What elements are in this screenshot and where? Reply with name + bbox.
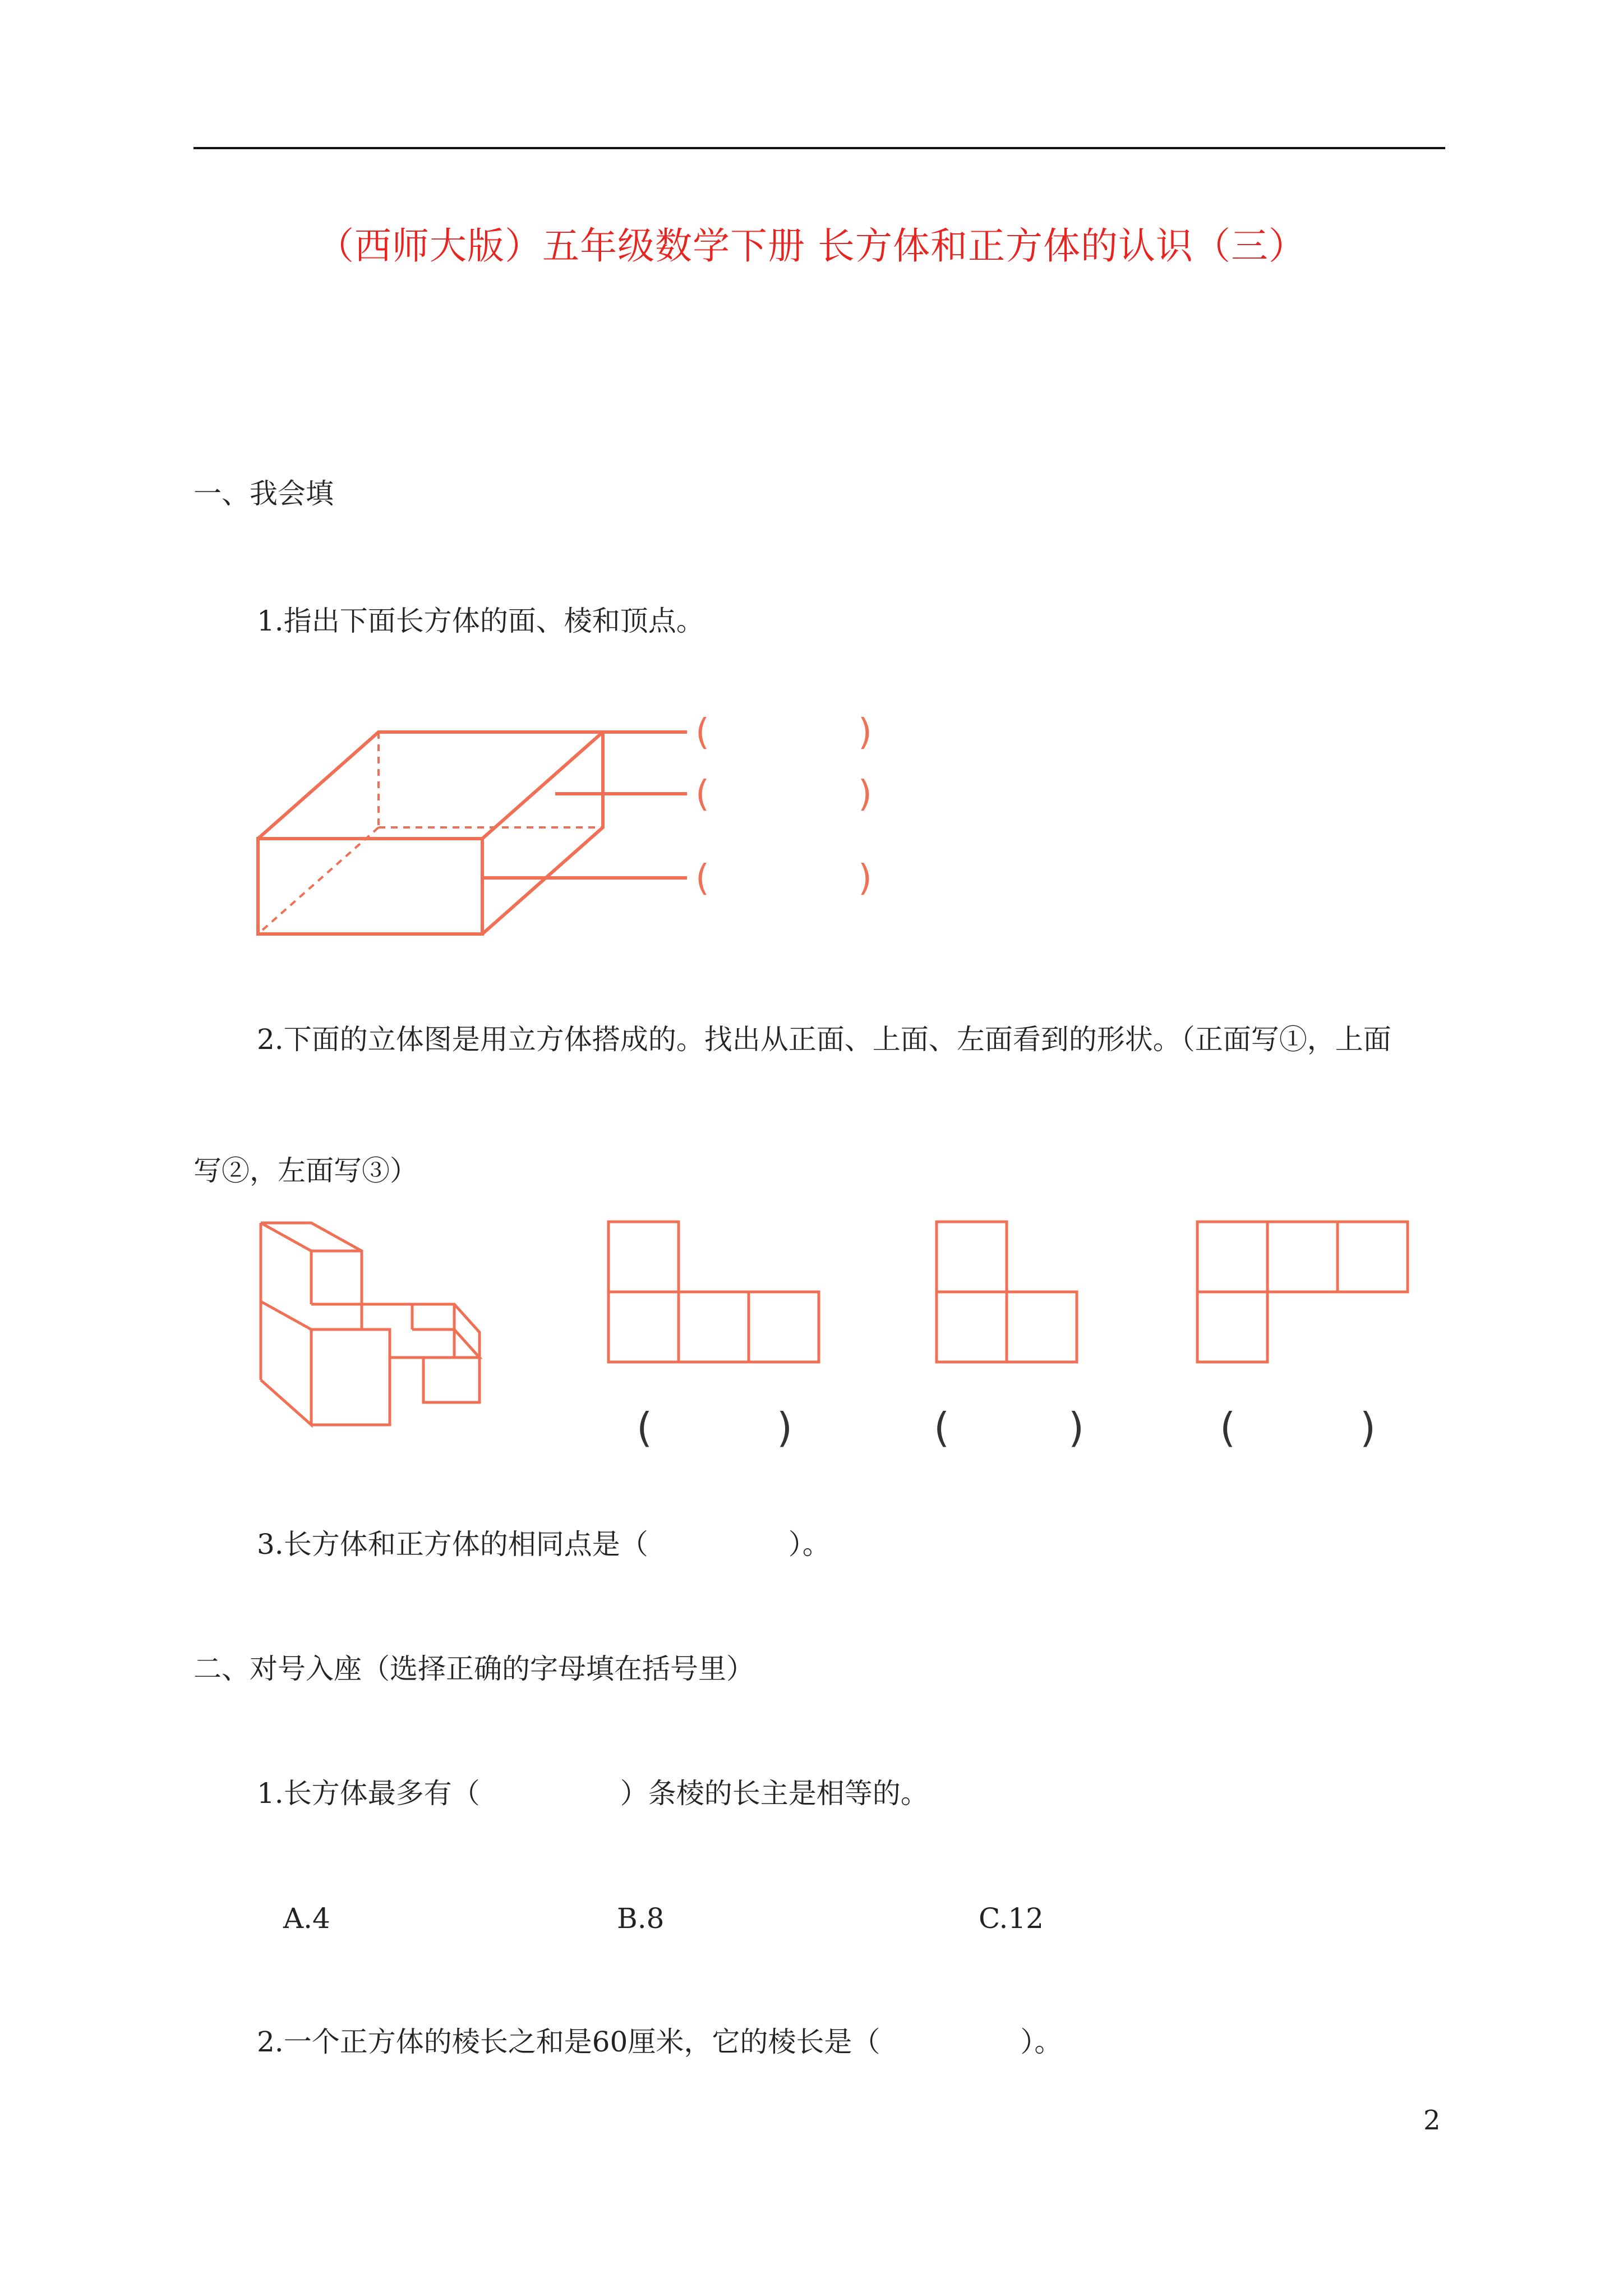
question-2-1: 1.长方体最多有（ ）条棱的长主是相等的。 [257, 1777, 929, 1810]
blank-open-1: ( [695, 712, 709, 753]
blank-open-3: ( [695, 858, 709, 899]
blank-close-3: ) [858, 858, 872, 899]
cuboid-figure [255, 704, 883, 940]
option-b: B.8 [617, 1902, 665, 1935]
svg-text:(: ( [637, 1404, 653, 1451]
blank-open-2: ( [695, 774, 709, 815]
page-title: （西师大版）五年级数学下册 长方体和正方体的认识（三） [317, 224, 1306, 268]
question-1-1: 1.指出下面长方体的面、棱和顶点。 [257, 605, 704, 637]
page-number: 2 [1423, 2105, 1441, 2136]
blank-close-2: ) [858, 774, 872, 815]
svg-text:): ) [777, 1404, 793, 1451]
question-1-2-line1: 2.下面的立体图是用立方体搭成的。找出从正面、上面、左面看到的形状。（正面写①，上面 [257, 1023, 1391, 1056]
option-a: A.4 [283, 1902, 330, 1935]
svg-text:(: ( [1220, 1404, 1236, 1451]
question-1-3: 3.长方体和正方体的相同点是（ ）。 [257, 1528, 831, 1561]
header-rule [193, 147, 1445, 149]
svg-text:(: ( [934, 1404, 950, 1451]
question-1-2-line2: 写②，左面写③） [193, 1154, 418, 1187]
cube-views-figure [255, 1217, 1422, 1453]
svg-text:): ) [1068, 1404, 1085, 1451]
option-c: C.12 [979, 1902, 1044, 1935]
blank-close-1: ) [858, 712, 872, 753]
section1-heading: 一、我会填 [193, 477, 334, 510]
question-2-2: 2.一个正方体的棱长之和是60厘米，它的棱长是（ ）。 [257, 2026, 1063, 2058]
svg-text:): ) [1360, 1404, 1376, 1451]
section2-heading: 二、对号入座（选择正确的字母填在括号里） [193, 1653, 754, 1685]
